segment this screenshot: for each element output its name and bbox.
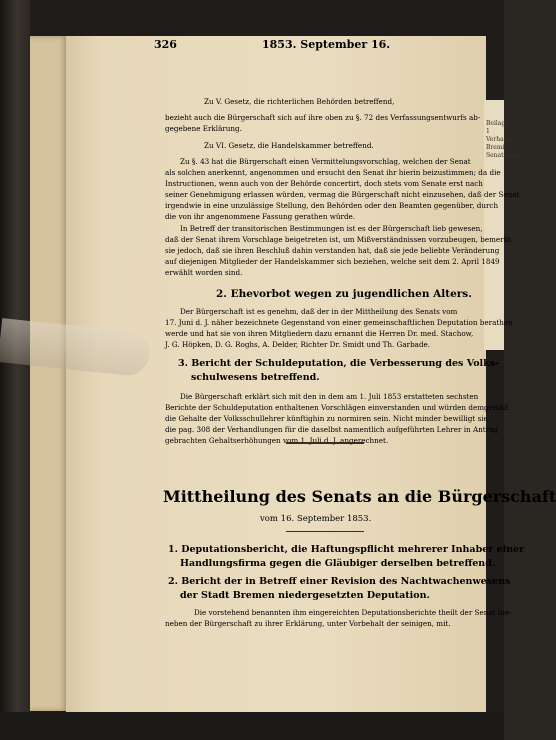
text-line: Berichte der Schuldeputation enthaltenen Vorschlägen einverstanden und würden demgemäß	[165, 403, 509, 412]
text-line: Der Bürgerschaft ist es genehm, daß der in der Mittheilung des Senats vom	[180, 307, 458, 316]
text-line: 17. Juni d. J. näher bezeichnete Gegenstand von einer gemeinschaftlichen Deputation berathen	[165, 318, 513, 327]
text-line: sie jedoch, daß sie ihren Beschluß dahin verstanden hat, daß sie jede beliebte Veränderung	[165, 246, 500, 255]
text-line: irgendwie in eine unzulässige Stellung, den Behörden oder den Beamten gegenüber, durch	[165, 201, 499, 210]
text-line: In Betreff der transitorischen Bestimmungen ist es der Bürgerschaft lieb gewesen,	[180, 224, 483, 233]
divider-rule	[286, 442, 364, 444]
section-heading-3: 3. Bericht der Schuldeputation, die Verbesserung des Volks-	[178, 358, 500, 369]
section-title: Mittheilung des Senats an die Bürgerschaft	[163, 487, 556, 506]
text-line: die Gehalte der Volksschullehrer künftighin zu normiren sein. Nicht minder bewilligt sie	[165, 414, 488, 423]
text-line: die von ihr angenommene Fassung gerathen würde.	[165, 212, 356, 221]
text-line: die pag. 308 der Verhandlungen für die daselbst namentlich aufgeführten Lehrer in Antrag	[165, 425, 498, 434]
text-line: neben der Bürgerschaft zu ihrer Erklärung, unter Vorbehalt der seinigen, mit.	[165, 619, 451, 628]
text-line: J. G. Höpken, D. G. Roghs, A. Delder, Richter Dr. Smidt und Th. Garbade.	[165, 340, 431, 349]
text-line: gegebene Erklärung.	[165, 124, 242, 133]
divider-rule	[286, 531, 364, 532]
text-line: werde und hat sie von ihren Mitgliedern dazu ernannt die Herren Dr. med. Stachow,	[165, 329, 474, 338]
text-line: als solchen anerkennt, angenommen und ersucht den Senat ihr hierin beizustimmen; da die	[165, 168, 501, 177]
page-number: 326	[154, 38, 177, 51]
section-heading-2: 2. Ehevorbot wegen zu jugendlichen Alters.	[216, 288, 472, 300]
section-subtitle: vom 16. September 1853.	[260, 514, 372, 524]
text-line: Die vorstehend benannten ihm eingereichten Deputationsberichte theilt der Senat hie-	[194, 608, 512, 617]
text-line: Zu V. Gesetz, die richterlichen Behörden betreffend,	[204, 97, 395, 106]
book-cover-edge	[0, 0, 30, 740]
agenda-item-2-cont: der Stadt Bremen niedergesetzten Deputation.	[180, 590, 430, 601]
section-heading-3-cont: schulwesens betreffend.	[191, 372, 320, 383]
adjacent-page-margin-note: Beilage 1 Verhandl. Bremisch Senatssach.	[486, 120, 523, 159]
text-line: Die Bürgerschaft erklärt sich mit den in dem am 1. Juli 1853 erstatteten sechsten	[180, 392, 479, 401]
text-line: Zu §. 43 hat die Bürgerschaft einen Vermittelungsvorschlag, welchen der Senat	[180, 157, 471, 166]
agenda-item-1: 1. Deputationsbericht, die Haftungspflicht mehrerer Inhaber einer	[168, 544, 525, 555]
page-stack-edges	[30, 36, 68, 711]
text-line: auf diejenigen Mitglieder der Handelskammer sich beziehen, welche seit dem 2. April 1849	[165, 257, 500, 266]
text-line: Instructionen, wenn auch von der Behörde concertirt, doch stets vom Senate erst nach	[165, 179, 483, 188]
text-line: bezieht auch die Bürgerschaft sich auf ihre oben zu §. 72 des Verfassungsentwurfs ab-	[165, 113, 481, 122]
text-line: daß der Senat ihrem Vorschlage beigetreten ist, um Mißverständnissen vorzubeugen, bemerkt	[165, 235, 511, 244]
agenda-item-2: 2. Bericht der in Betreff einer Revision des Nachtwachenwesens	[168, 576, 511, 587]
text-line: Zu VI. Gesetz, die Handelskammer betreffend.	[204, 141, 374, 150]
text-line: gebrachten Gehaltserhöhungen vom 1. Juli d. J. angerechnet.	[165, 436, 389, 445]
agenda-item-1-cont: Handlungsfirma gegen die Gläubiger derselben betreffend.	[180, 558, 496, 569]
text-line: seiner Genehmigung erlassen würden, vermag die Bürgerschaft nicht einzusehen, daß der Senat	[165, 190, 520, 199]
text-line: erwählt worden sind.	[165, 268, 243, 277]
background-bottom	[0, 712, 504, 740]
page-date: 1853. September 16.	[262, 38, 391, 51]
